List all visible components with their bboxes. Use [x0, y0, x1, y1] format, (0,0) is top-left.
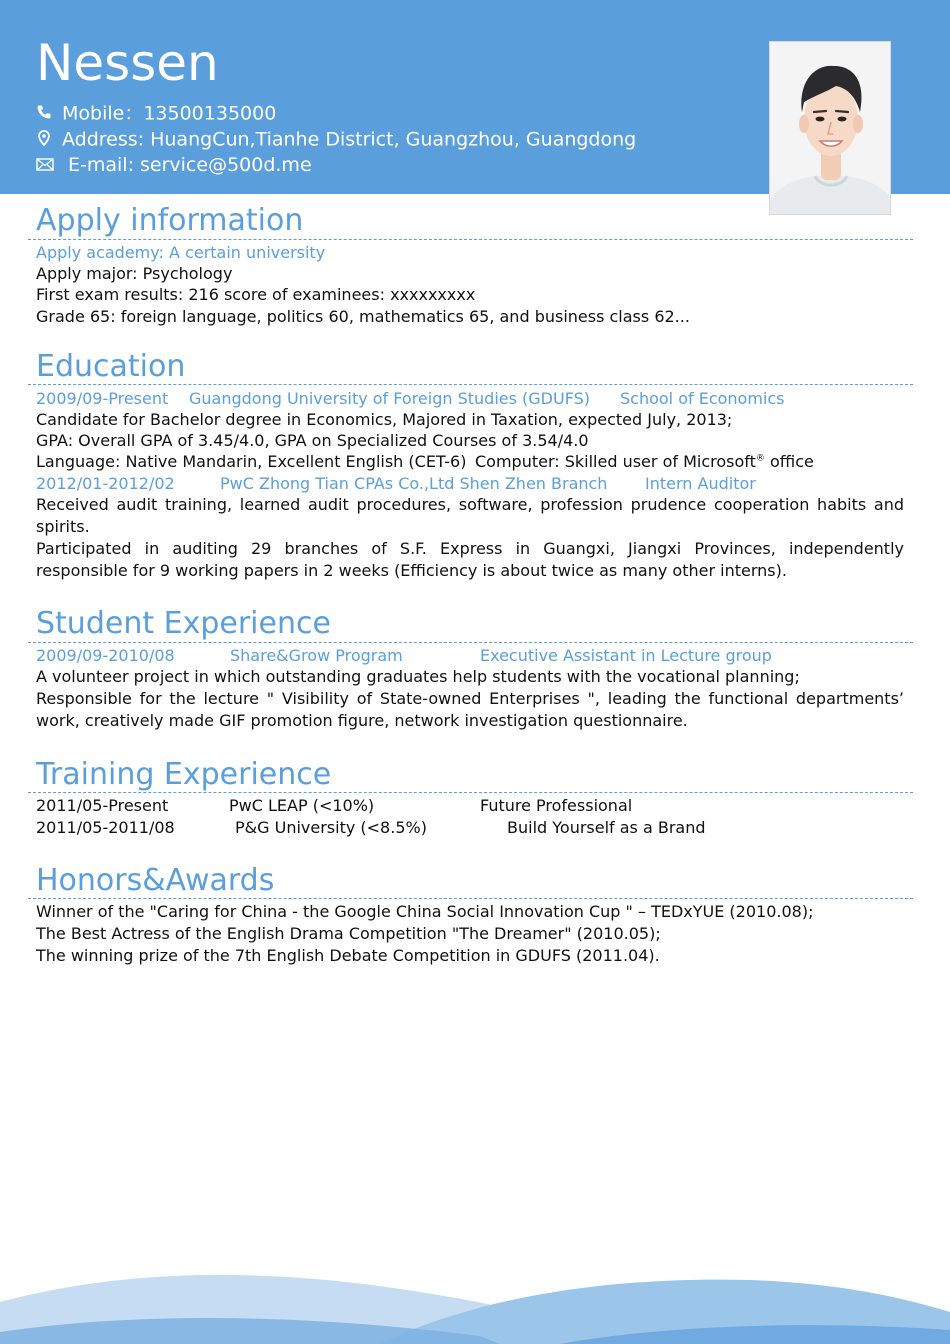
training-program-2: P&G University (<8.5%) [235, 818, 427, 837]
mobile-text: Mobile：13500135000 [62, 102, 277, 125]
section-divider [28, 384, 913, 385]
decorative-waves [0, 1240, 950, 1344]
computer-text: Computer: Skilled user of Microsoft [475, 452, 756, 471]
education-date-2: 2012/01-2012/02 [36, 474, 175, 493]
apply-section-title: Apply information [36, 203, 304, 238]
training-date-2: 2011/05-2011/08 [36, 818, 175, 837]
education-language: Language: Native Mandarin, Excellent English (CET-6) [36, 452, 467, 471]
honors-section-title: Honors&Awards [36, 863, 275, 898]
apply-academy: Apply academy: A certain university [36, 243, 326, 262]
apply-major: Apply major: Psychology [36, 264, 233, 283]
internship-role: Intern Auditor [645, 474, 756, 493]
contact-address [36, 130, 636, 150]
apply-grade: Grade 65: foreign language, politics 60, mathematics 65, and business class 62... [36, 307, 690, 326]
training-detail-2: Build Yourself as a Brand [507, 818, 706, 837]
registered-mark: ® [755, 453, 765, 464]
student-para-2: Responsible for the lecture " Visibility of State-owned Enterprises ", leading the functional departments’ work, creatively made GIF promotion figure, network investigation questionnaire. [36, 689, 904, 730]
apply-exam-results: First exam results: 216 score of examinees: xxxxxxxxx [36, 285, 476, 304]
section-divider [28, 792, 913, 793]
student-section-title: Student Experience [36, 606, 331, 641]
education-school: Guangdong University of Foreign Studies (GDUFS) [189, 389, 591, 408]
education-gpa: GPA: Overall GPA of 3.45/4.0, GPA on Specialized Courses of 3.54/4.0 [36, 431, 589, 450]
computer-text-end: office [764, 452, 814, 471]
location-pin-icon [36, 130, 54, 150]
internship-org: PwC Zhong Tian CPAs Co.,Ltd Shen Zhen Branch [220, 474, 608, 493]
honor-item-1: Winner of the "Caring for China - the Google China Social Innovation Cup " – TEDxYUE (2010.08); [36, 902, 814, 921]
education-degree: Candidate for Bachelor degree in Economics, Majored in Taxation, expected July, 2013; [36, 410, 733, 429]
internship-para-2: Participated in auditing 29 branches of S.F. Express in Guangxi, Jiangxi Provinces, independently responsible for 9 working papers in 2 weeks (Efficiency is about twice as many other interns). [36, 539, 904, 580]
training-date-1: 2011/05-Present [36, 796, 169, 815]
profile-photo [769, 41, 891, 215]
student-date: 2009/09-2010/08 [36, 646, 175, 665]
honor-item-2: The Best Actress of the English Drama Competition "The Dreamer" (2010.05); [36, 924, 661, 943]
student-role: Executive Assistant in Lecture group [480, 646, 772, 665]
section-divider [28, 898, 913, 899]
training-detail-1: Future Professional [480, 796, 633, 815]
education-computer [475, 452, 814, 471]
education-department: School of Economics [620, 389, 785, 408]
internship-para-1: Received audit training, learned audit procedures, software, profession prudence cooperation habits and spirits. [36, 495, 904, 536]
phone-icon [36, 104, 54, 124]
training-section-title: Training Experience [36, 757, 332, 792]
contact-mobile [36, 104, 276, 124]
contact-email [36, 156, 312, 175]
email-text: E-mail: service@500d.me [68, 154, 312, 176]
honor-item-3: The winning prize of the 7th English Debate Competition in GDUFS (2011.04). [36, 946, 660, 965]
student-program: Share&Grow Program [230, 646, 403, 665]
section-divider [28, 642, 913, 643]
candidate-name: Nessen [36, 34, 219, 92]
student-para-1: A volunteer project in which outstanding graduates help students with the vocational planning; [36, 667, 800, 686]
training-program-1: PwC LEAP (<10%) [229, 796, 375, 815]
section-divider [28, 239, 913, 240]
education-date-1: 2009/09-Present [36, 389, 169, 408]
address-text: Address: HuangCun,Tianhe District, Guangzhou, Guangdong [62, 128, 637, 151]
education-section-title: Education [36, 349, 186, 384]
envelope-icon [36, 156, 54, 175]
